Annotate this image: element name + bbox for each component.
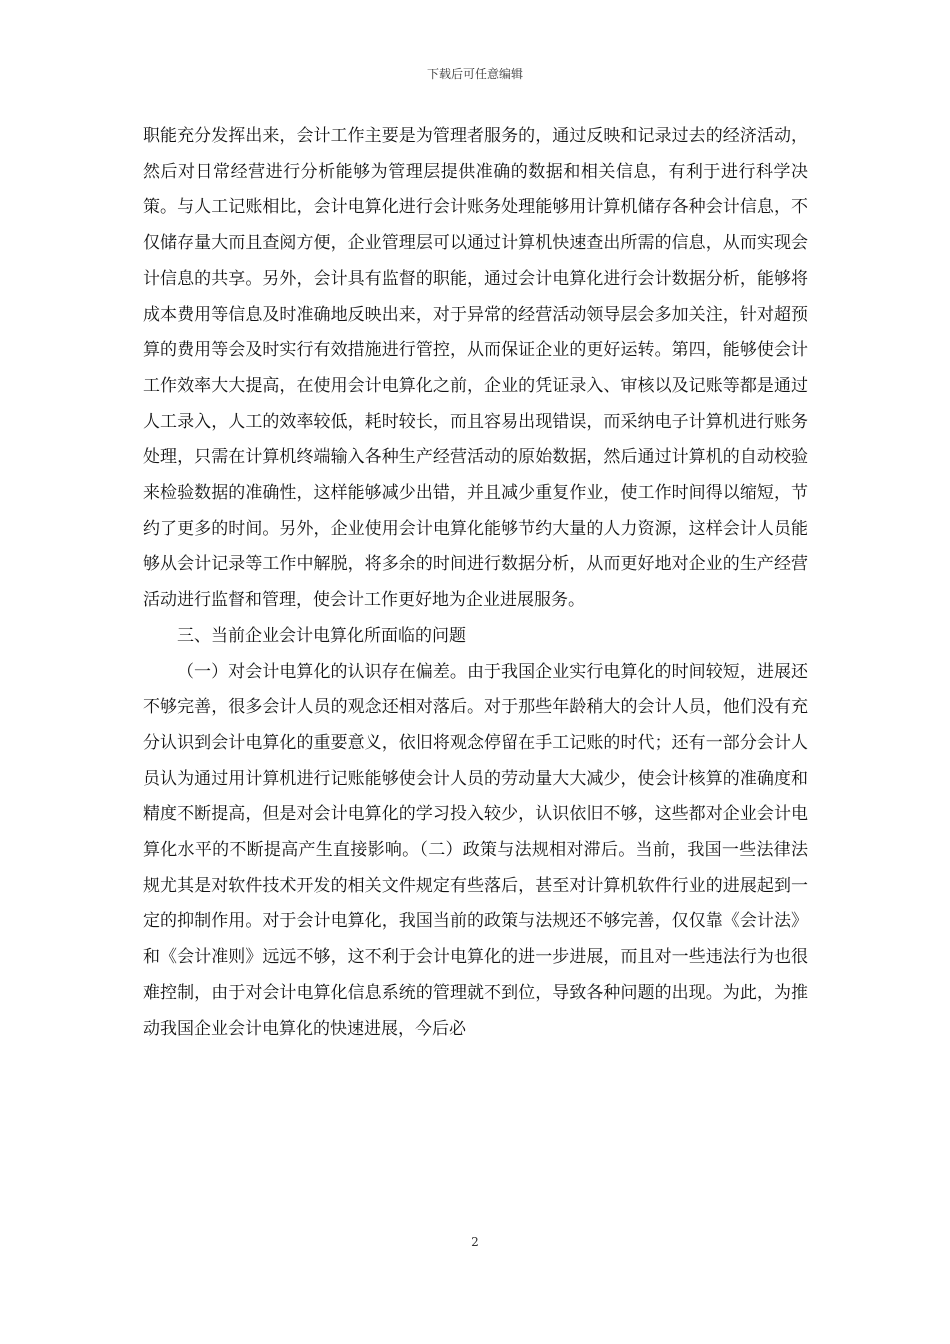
section-heading: 三、当前企业会计电算化所面临的问题 xyxy=(177,625,466,646)
page-header: 下载后可任意编辑 xyxy=(426,67,523,81)
body-paragraph-2: （一）对会计电算化的认识存在偏差。由于我国企业实行电算化的时间较短，进展还不够完善，很多会计人员的观念还相对落后。对于那些年龄稍大的会计人员，他们没有充分认识到会计电算化的重要意义，依旧将观念停留在手工记账的时代；还有一部分会计人员认为通过用计算机进行记账能够使会计人员的劳动量大大减少，使会计核算的准确度和精度不断提高，但是对会计电算化的学习投入较少，认识依旧不够，这些都对企业会计电算化水平的不断提高产生直接影响。（二）政策与法规相对滞后。当前，我国一些法律法规尤其是对软件技术开发的相关文件规定有些落后，甚至对计算机软件行业的进展起到一定的抑制作用。对于会计电算化，我国当前的政策与法规还不够完善，仅仅靠《会计法》和《会计准则》远远不够，这不利于会计电算化的进一步进展，而且对一些违法行为也很难控制，由于对会计电算化信息系统的管理就不到位，导致各种问题的出现。为此，为推动我国企业会计电算化的快速进展，今后必 xyxy=(143,661,808,1039)
document-body xyxy=(143,119,808,1047)
page-number: 2 xyxy=(471,1235,479,1249)
body-paragraph-1: 职能充分发挥出来，会计工作主要是为管理者服务的，通过反映和记录过去的经济活动，然后对日常经营进行分析能够为管理层提供准确的数据和相关信息，有利于进行科学决策。与人工记账相比，会计电算化进行会计账务处理能够用计算机储存各种会计信息，不仅储存量大而且查阅方便，企业管理层可以通过计算机快速查出所需的信息，从而实现会计信息的共享。另外，会计具有监督的职能，通过会计电算化进行会计数据分析，能够将成本费用等信息及时准确地反映出来，对于异常的经营活动领导层会多加关注，针对超预算的费用等会及时实行有效措施进行管控，从而保证企业的更好运转。第四，能够使会计工作效率大大提高，在使用会计电算化之前，企业的凭证录入、审核以及记账等都是通过人工录入，人工的效率较低，耗时较长，而且容易出现错误，而采纳电子计算机进行账务处理，只需在计算机终端输入各种生产经营活动的原始数据，然后通过计算机的自动校验来检验数据的准确性，这样能够减少出错，并且减少重复作业，使工作时间得以缩短，节约了更多的时间。另外，企业使用会计电算化能够节约大量的人力资源，这样会计人员能够从会计记录等工作中解脱，将多余的时间进行数据分析，从而更好地对企业的生产经营活动进行监督和管理，使会计工作更好地为企业进展服务。 xyxy=(143,126,808,611)
